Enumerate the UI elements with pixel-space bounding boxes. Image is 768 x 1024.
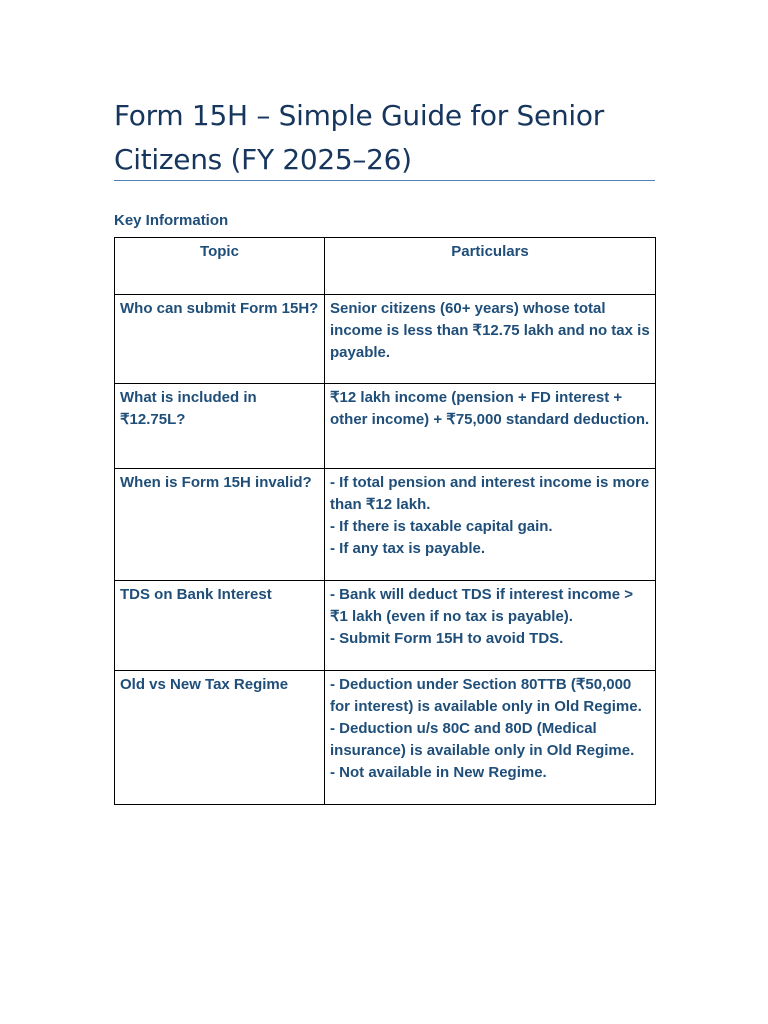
particulars-line: - Deduction under Section 80TTB (₹50,000 for interest) is available only in Old Regime. xyxy=(330,676,642,715)
page-title-line-1: Form 15H – Simple Guide for Senior xyxy=(114,99,604,132)
table-row xyxy=(115,384,656,469)
particulars-cell xyxy=(325,581,656,671)
particulars-line: - Not available in New Regime. xyxy=(330,764,547,781)
header-particulars: Particulars xyxy=(325,238,656,295)
page-title-line-2: Citizens (FY 2025–26) xyxy=(114,143,412,176)
section-heading: Key Information xyxy=(114,212,229,229)
key-information-table xyxy=(114,237,656,805)
particulars-cell xyxy=(325,295,656,384)
table-header-row xyxy=(115,238,656,295)
particulars-line: - Bank will deduct TDS if interest income > ₹1 lakh (even if no tax is payable). xyxy=(330,586,633,625)
table-row xyxy=(115,581,656,671)
page-title xyxy=(114,94,674,182)
particulars-line: - If any tax is payable. xyxy=(330,540,486,557)
table-row xyxy=(115,671,656,805)
topic-cell: When is Form 15H invalid? xyxy=(115,469,325,581)
topic-cell: TDS on Bank Interest xyxy=(115,581,325,671)
particulars-line: ₹12 lakh income (pension + FD interest + other income) + ₹75,000 standard deduction. xyxy=(330,389,650,428)
topic-cell: Who can submit Form 15H? xyxy=(115,295,325,384)
topic-cell: What is included in ₹12.75L? xyxy=(115,384,325,469)
particulars-cell xyxy=(325,469,656,581)
particulars-line: - If there is taxable capital gain. xyxy=(330,518,553,535)
table-row xyxy=(115,469,656,581)
topic-cell: Old vs New Tax Regime xyxy=(115,671,325,805)
particulars-line: - Submit Form 15H to avoid TDS. xyxy=(330,630,564,647)
particulars-line: Senior citizens (60+ years) whose total income is less than ₹12.75 lakh and no tax is payable. xyxy=(330,300,650,361)
table-row xyxy=(115,295,656,384)
particulars-cell xyxy=(325,384,656,469)
particulars-line: - If total pension and interest income is more than ₹12 lakh. xyxy=(330,474,650,513)
header-topic: Topic xyxy=(115,238,325,295)
particulars-line: - Deduction u/s 80C and 80D (Medical insurance) is available only in Old Regime. xyxy=(330,720,635,759)
title-divider xyxy=(114,180,655,181)
particulars-cell xyxy=(325,671,656,805)
